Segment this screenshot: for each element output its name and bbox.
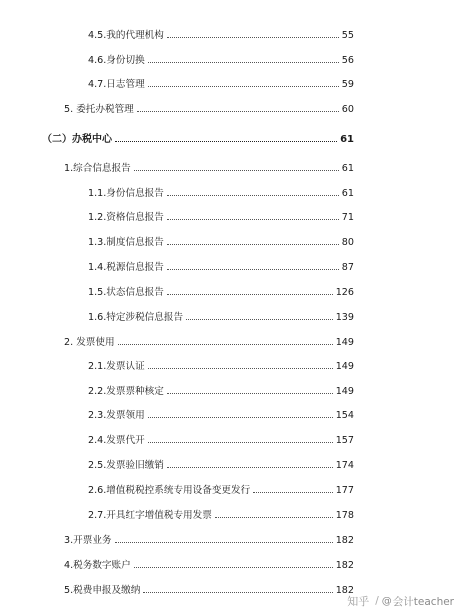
toc-leader-dots: [167, 269, 339, 270]
toc-entry[interactable]: [88, 287, 354, 299]
toc-section-heading[interactable]: [42, 134, 354, 146]
toc-entry-page: 55: [341, 30, 354, 41]
toc-entry-title: 2.2.发票票种核定: [88, 386, 164, 397]
toc-entry[interactable]: [88, 460, 354, 472]
toc-entry-page: 71: [341, 212, 354, 223]
toc-entry-page: 80: [341, 237, 354, 248]
toc-entry-page: 149: [335, 337, 354, 348]
toc-leader-dots: [134, 567, 333, 568]
toc-entry-title: 5.税费申报及缴纳: [64, 585, 141, 596]
toc-leader-dots: [167, 467, 333, 468]
toc-entry-title: 4.5.我的代理机构: [88, 30, 164, 41]
toc-entry[interactable]: [88, 485, 354, 497]
toc-entry-page: 157: [335, 435, 354, 446]
toc-entry-title: 1.6.特定涉税信息报告: [88, 312, 184, 323]
toc-leader-dots: [143, 592, 332, 593]
toc-entry[interactable]: [64, 104, 354, 116]
toc-entry-title: 3.开票业务: [64, 535, 112, 546]
toc-leader-dots: [253, 492, 332, 493]
toc-entry[interactable]: [88, 361, 354, 373]
toc-leader-dots: [134, 170, 339, 171]
toc-entry[interactable]: [64, 585, 354, 597]
toc-leader-dots: [148, 417, 333, 418]
toc-entry-page: 139: [335, 312, 354, 323]
toc-entry[interactable]: [88, 312, 354, 324]
toc-entry-title: 4.7.日志管理: [88, 79, 145, 90]
toc-entry[interactable]: [88, 55, 354, 67]
toc-leader-dots: [148, 62, 339, 63]
toc-entry-title: 1.2.资格信息报告: [88, 212, 164, 223]
toc-entry-title: 2.4.发票代开: [88, 435, 145, 446]
toc-entry[interactable]: [88, 435, 354, 447]
toc-entry-title: 4.6.身份切换: [88, 55, 145, 66]
toc-entry[interactable]: [88, 212, 354, 224]
toc-entry[interactable]: [64, 560, 354, 572]
toc-entry-page: 149: [335, 386, 354, 397]
toc-entry-page: 56: [341, 55, 354, 66]
toc-leader-dots: [167, 195, 339, 196]
toc-entry[interactable]: [64, 337, 354, 349]
toc-entry-page: 59: [341, 79, 354, 90]
toc-entry-page: 60: [341, 104, 354, 115]
toc-leader-dots: [167, 37, 339, 38]
toc-entry-page: 174: [335, 460, 354, 471]
toc-entry-page: 154: [335, 410, 354, 421]
slash-separator: /: [375, 595, 379, 607]
toc-leader-dots: [167, 294, 333, 295]
toc-leader-dots: [115, 141, 337, 142]
at-icon: @: [381, 595, 392, 607]
toc-entry[interactable]: [88, 79, 354, 91]
toc-leader-dots: [186, 319, 333, 320]
toc-entry-page: 182: [335, 535, 354, 546]
toc-entry-title: 5. 委托办税管理: [64, 104, 134, 115]
toc-entry-title: 2.7.开具红字增值税专用发票: [88, 510, 212, 521]
toc-entry-title: 2.1.发票认证: [88, 361, 145, 372]
toc-entry-title: 1.1.身份信息报告: [88, 188, 164, 199]
toc-leader-dots: [167, 244, 339, 245]
toc-entry-page: 149: [335, 361, 354, 372]
toc-leader-dots: [148, 368, 333, 369]
toc-leader-dots: [115, 542, 333, 543]
toc-entry[interactable]: [88, 262, 354, 274]
toc-entry[interactable]: [88, 410, 354, 422]
toc-leader-dots: [167, 393, 333, 394]
toc-entry-page: 177: [335, 485, 354, 496]
toc-entry[interactable]: [88, 386, 354, 398]
toc-entry[interactable]: [88, 30, 354, 42]
toc-entry-page: 61: [340, 134, 354, 145]
toc-leader-dots: [215, 517, 333, 518]
toc-entry-title: 2.6.增值税税控系统专用设备变更发行: [88, 485, 251, 496]
toc-entry-page: 87: [341, 262, 354, 273]
toc-leader-dots: [118, 344, 333, 345]
toc-entry[interactable]: [88, 510, 354, 522]
toc-entry[interactable]: [64, 163, 354, 175]
toc-entry-title: 2.3.发票领用: [88, 410, 145, 421]
toc-entry-page: 178: [335, 510, 354, 521]
toc-entry-title: 1.4.税源信息报告: [88, 262, 164, 273]
toc-leader-dots: [148, 442, 333, 443]
toc-entry[interactable]: [88, 237, 354, 249]
toc-entry-page: 61: [341, 188, 354, 199]
toc-entry-title: 4.税务数字账户: [64, 560, 131, 571]
toc-leader-dots: [167, 219, 339, 220]
toc-entry-page: 182: [335, 585, 354, 596]
watermark-brand: 知乎: [347, 595, 370, 608]
toc-entry-title: 2. 发票使用: [64, 337, 115, 348]
toc-entry-title: （二）办税中心: [42, 134, 112, 145]
toc-entry[interactable]: [64, 535, 354, 547]
zhihu-watermark: [347, 593, 454, 609]
watermark-handle: 会计teacher: [392, 595, 454, 608]
toc-leader-dots: [137, 111, 339, 112]
toc-entry-title: 1.综合信息报告: [64, 163, 131, 174]
toc-entry-title: 1.5.状态信息报告: [88, 287, 164, 298]
toc-entry-page: 182: [335, 560, 354, 571]
toc-entry-title: 1.3.制度信息报告: [88, 237, 164, 248]
toc-entry-title: 2.5.发票验旧缴销: [88, 460, 164, 471]
toc-entry-page: 126: [335, 287, 354, 298]
toc-leader-dots: [148, 86, 339, 87]
toc-entry-page: 61: [341, 163, 354, 174]
toc-entry[interactable]: [88, 188, 354, 200]
